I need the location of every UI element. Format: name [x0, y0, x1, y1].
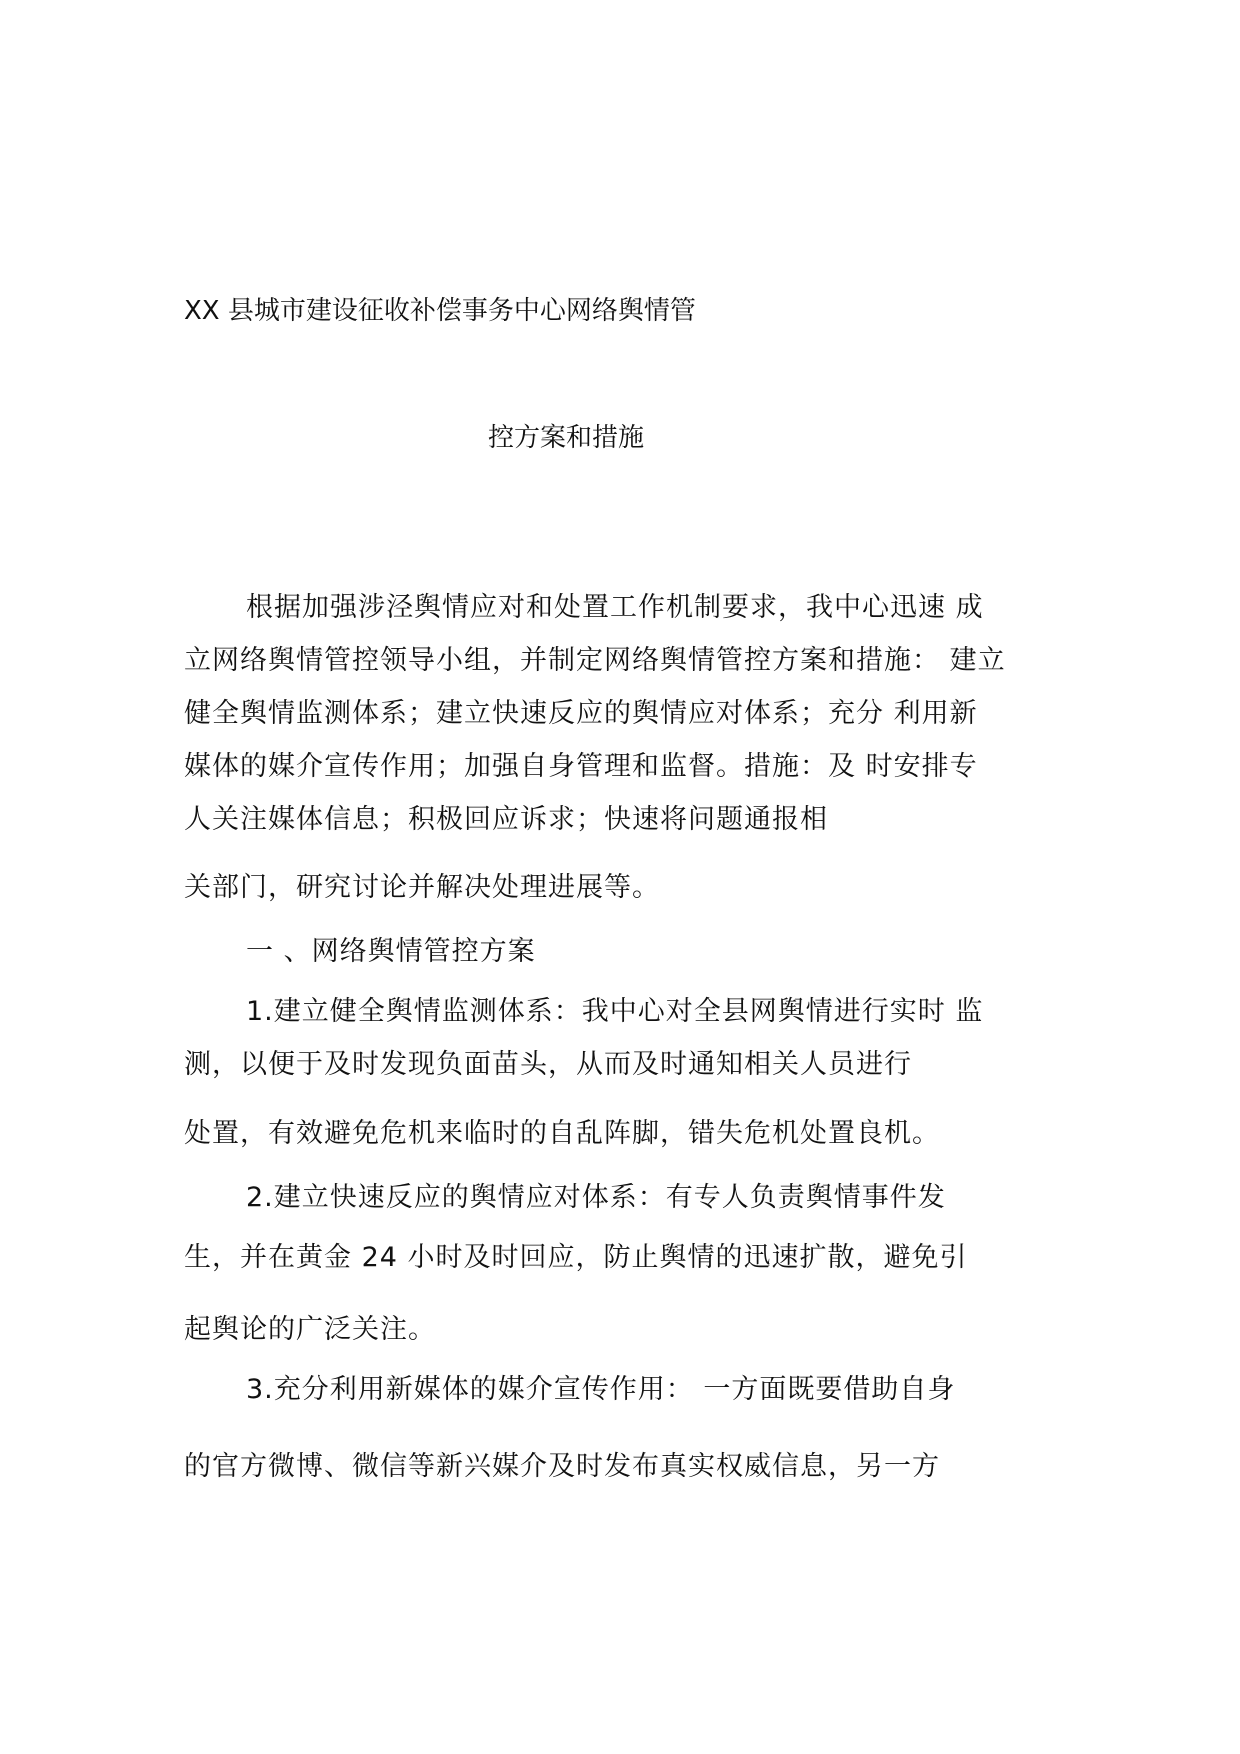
body-line-4: 媒体的媒介宣传作用；加强自身管理和监督。措施：及 时安排专: [184, 751, 978, 782]
body-line-5: 人关注媒体信息；积极回应诉求；快速将问题通报相: [184, 804, 828, 835]
document-title-line-2: 控方案和措施: [488, 423, 645, 453]
body-line-12: 生，并在黄金 24 小时及时回应，防止舆情的迅速扩散，避免引: [184, 1242, 968, 1273]
body-line-8: 1.建立健全舆情监测体系：我中心对全县网舆情进行实时 监: [246, 996, 984, 1027]
body-line-1: 根据加强涉泾舆情应对和处置工作机制要求，我中心迅速 成: [246, 592, 984, 623]
body-line-2: 立网络舆情管控领导小组，并制定网络舆情管控方案和措施： 建立: [184, 645, 1006, 676]
body-line-14: 3.充分利用新媒体的媒介宣传作用： 一方面既要借助自身: [246, 1374, 956, 1405]
body-line-15: 的官方微博、微信等新兴媒介及时发布真实权威信息，另一方: [184, 1451, 940, 1482]
body-line-13: 起舆论的广泛关注。: [184, 1314, 436, 1345]
body-line-3: 健全舆情监测体系；建立快速反应的舆情应对体系；充分 利用新: [184, 698, 978, 729]
body-line-11: 2.建立快速反应的舆情应对体系：有专人负责舆情事件发: [246, 1182, 946, 1213]
body-line-10: 处置，有效避免危机来临时的自乱阵脚，错失危机处置良机。: [184, 1118, 940, 1149]
document-title-line-1: XX 县城市建设征收补偿事务中心网络舆情管: [184, 296, 696, 326]
body-line-6: 关部门，研究讨论并解决处理进展等。: [184, 872, 660, 903]
body-line-9: 测，以便于及时发现负面苗头，从而及时通知相关人员进行: [184, 1049, 912, 1080]
section-heading: 一 、网络舆情管控方案: [246, 936, 536, 967]
